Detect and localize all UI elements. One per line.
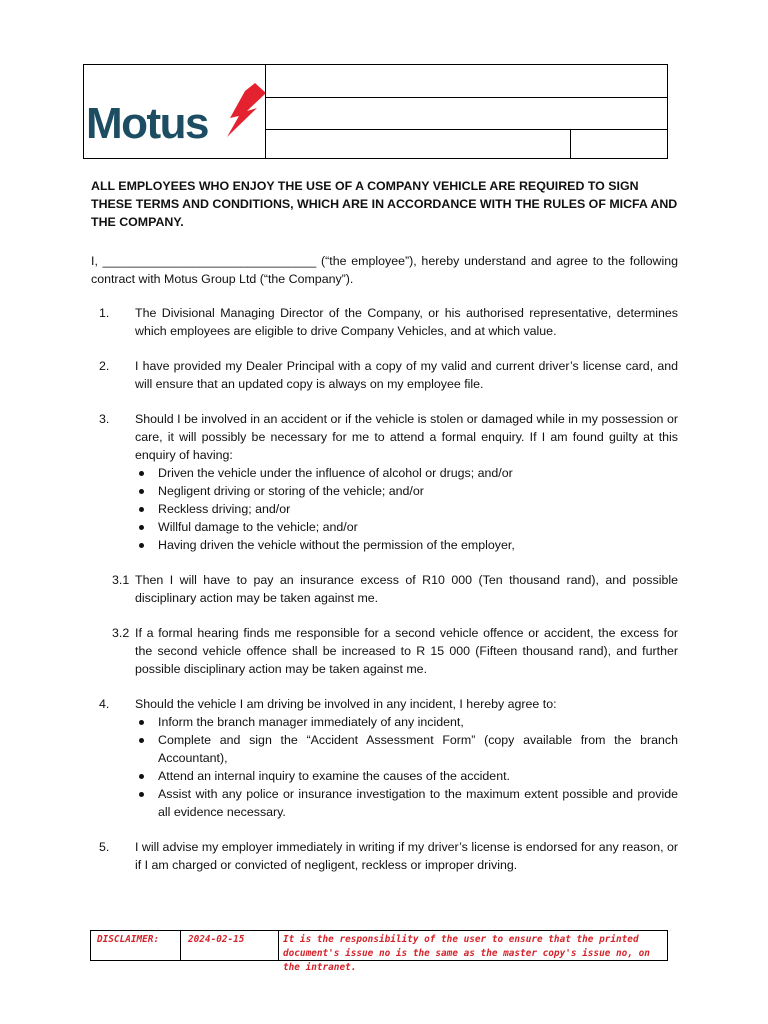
list-item: Complete and sign the “Accident Assessment Form” (copy available from the branch Accountant),	[158, 733, 678, 765]
clause-3-1	[91, 571, 678, 607]
clause-3-2	[91, 624, 678, 678]
logo-wordmark: Motus	[86, 99, 209, 143]
clause-text: Should the vehicle I am driving be involved in any incident, I hereby agree to:	[135, 697, 557, 711]
list-item: Having driven the vehicle without the permission of the employer,	[158, 536, 678, 554]
footer-divider	[278, 931, 279, 960]
clause-number: 2.	[99, 359, 110, 373]
clause-5	[91, 838, 678, 874]
document-header-table	[83, 64, 668, 159]
list-item: Willful damage to the vehicle; and/or	[158, 518, 678, 536]
clause-text: I will advise my employer immediately in writing if my driver’s license is endorsed for any reason, or if I am charged or convicted of negligent, reckless or improper driving.	[135, 840, 678, 872]
bullet-list	[135, 464, 678, 554]
clause-number: 3.2	[112, 626, 130, 640]
disclaimer-note: It is the responsibility of the user to ensure that the printed document's issue no is the same as the master copy's issue no, on the intranet.	[283, 934, 650, 973]
motus-logo	[85, 83, 265, 143]
disclaimer-date: 2024-02-15	[188, 934, 245, 945]
list-item: Assist with any police or insurance investigation to the maximum extent possible and provide all evidence necessary.	[158, 787, 678, 819]
clause-number: 5.	[99, 840, 110, 854]
logo-accent-icon	[227, 83, 265, 137]
clause-number: 4.	[99, 697, 110, 711]
clause-number: 3.1	[112, 573, 130, 587]
clause-number: 3.	[99, 412, 110, 426]
document-body	[91, 177, 678, 874]
clause-text: The Divisional Managing Director of the Company, or his authorised representative, determines which employees are eligible to drive Company Vehicles, and at which value.	[135, 306, 678, 338]
list-item: Driven the vehicle under the influence of alcohol or drugs; and/or	[158, 464, 678, 482]
header-row-divider	[266, 97, 667, 98]
list-item: Negligent driving or storing of the vehicle; and/or	[158, 482, 678, 500]
disclaimer-footer	[90, 930, 668, 973]
list-item: Attend an internal inquiry to examine the causes of the accident.	[158, 767, 678, 785]
footer-divider	[180, 931, 181, 960]
logo-cell	[84, 65, 266, 158]
clause-4	[91, 695, 678, 821]
clause-1	[91, 304, 678, 340]
clause-number: 1.	[99, 306, 110, 320]
intro-paragraph: I, _______________________________ (“the employee”), hereby understand and agree to the following contract with Motus Group Ltd (“the Company”).	[91, 254, 678, 286]
clause-text: I have provided my Dealer Principal with a copy of my valid and current driver’s license card, and will ensure that an updated copy is always on my employee file.	[135, 359, 678, 391]
clause-text: Then I will have to pay an insurance excess of R10 000 (Ten thousand rand), and possible disciplinary action may be taken against me.	[135, 573, 678, 605]
disclaimer-label: DISCLAIMER:	[97, 934, 160, 945]
document-title: ALL EMPLOYEES WHO ENJOY THE USE OF A COMPANY VEHICLE ARE REQUIRED TO SIGN THESE TERMS AND CONDITIONS, WHICH ARE IN ACCORDANCE WITH THE RULES OF MICFA AND THE COMPANY.	[91, 179, 678, 229]
header-column-divider	[570, 129, 571, 158]
list-item: Reckless driving; and/or	[158, 500, 678, 518]
list-item: Inform the branch manager immediately of any incident,	[158, 713, 678, 731]
header-row-divider	[266, 129, 667, 130]
bullet-list	[135, 713, 678, 821]
clause-text: Should I be involved in an accident or if the vehicle is stolen or damaged while in my possession or care, it will possibly be necessary for me to attend a formal enquiry. If I am found guilty at this enquiry of having:	[135, 412, 678, 462]
clause-3	[91, 410, 678, 554]
clause-text: If a formal hearing finds me responsible for a second vehicle offence or accident, the excess for the second vehicle offence shall be increased to R 15 000 (Fifteen thousand rand), and further possible disciplinary action may be taken against me.	[135, 626, 678, 676]
clause-2	[91, 357, 678, 393]
